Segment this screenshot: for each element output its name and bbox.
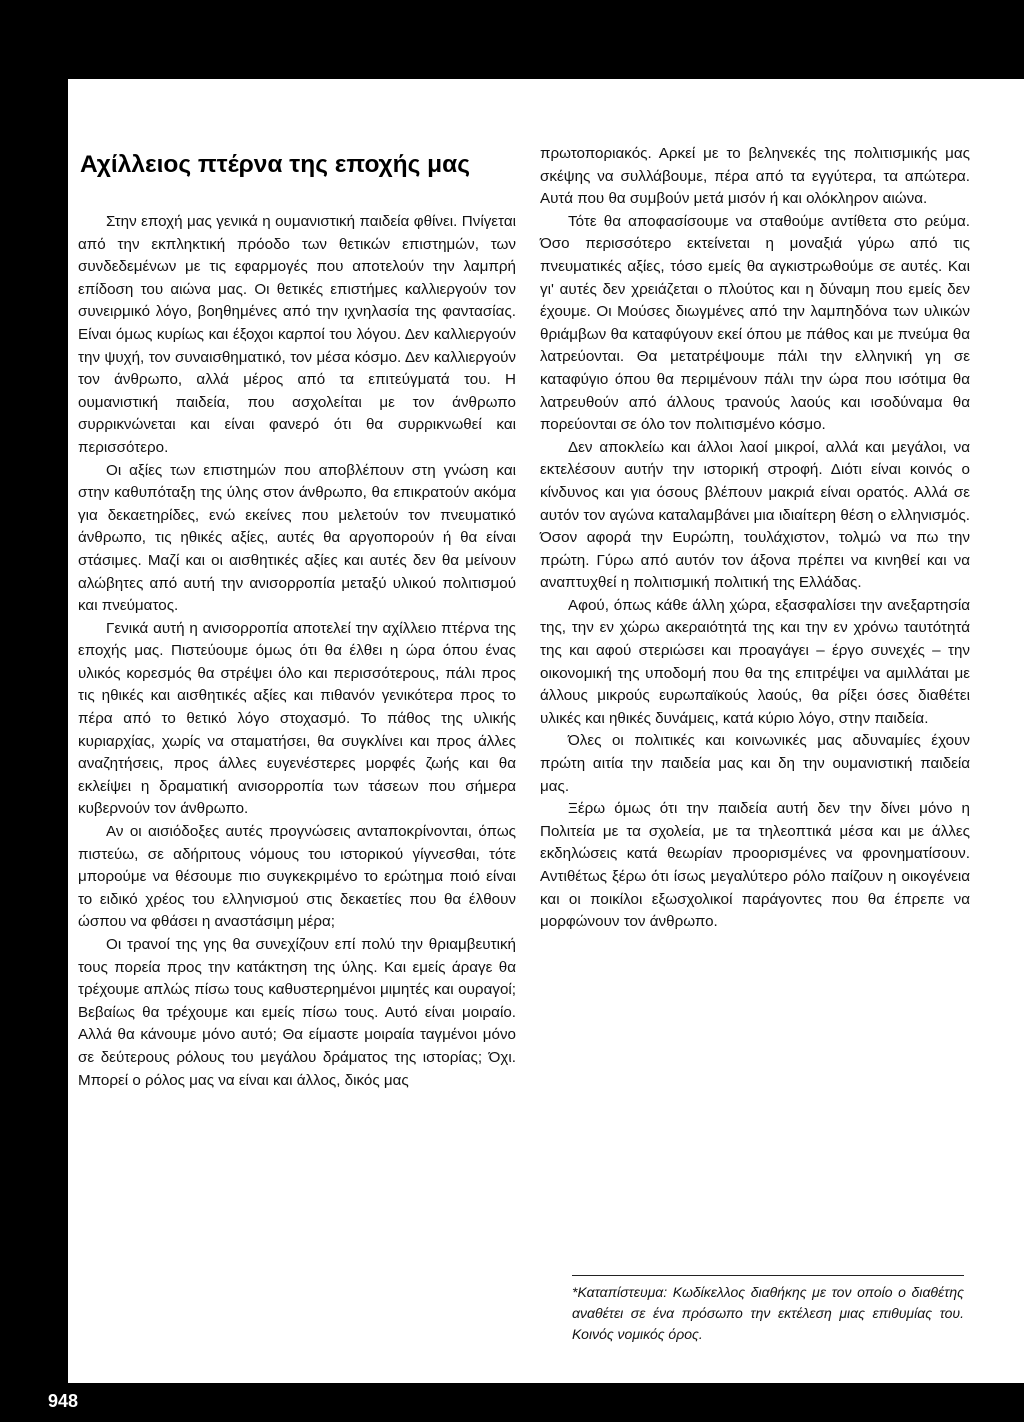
- paragraph: Αφού, όπως κάθε άλλη χώρα, εξασφαλίσει την ανεξαρτησία της, την εν χώρω ακεραιότητά της και την εν χρόνω ταυτότητά της και αφού στεριώσει και προαγάγει – έργο συνεχές – την οικονομική της υποδομή που θα της επιτρέψει να αμιλλάται με άλλους μικρούς ευρωπαϊκούς λαούς, θα ρίξει όσες διαθέτει υλικές και ηθικές δυνάμεις, κατά κύριο λόγο, στην παιδεία.: [540, 596, 970, 727]
- paragraph: Αν οι αισιόδοξες αυτές προγνώσεις ανταποκρίνονται, όπως πιστεύω, σε αδήριτους νόμους του ιστορικού γίγνεσθαι, τότε μπορούμε να θέσουμε πιο συγκεκριμένο το ερώτημα ποιό είναι το ειδικό χρέος του ελληνισμού στις δεκαετίες που θα έλθουν ώσπου να φθάσει η αναστάσιμη μέρα;: [78, 823, 516, 931]
- paragraph: Στην εποχή μας γενικά η ουμανιστική παιδεία φθίνει. Πνίγεται από την εκπληκτική πρόοδο των θετικών επιστημών, των συνδεδεμένων με τις εφαρμογές που αποτελούν την λαμπρή επίδοση του αιώνα μας. Οι θετικές επιστήμες καλλιεργούν τον συνειρμικό λόγο, βοηθημένες από την ιχνηλασία της φαντασίας. Είναι όμως κυρίως και έξοχοι καρποί του λόγου. Δεν καλλιεργούν την ψυχή, τον συναισθηματικό, τον μέσα κόσμο. Δεν καλλιεργούν τον άνθρωπο, αλλά μέρος από τα επιτεύγματά του. Η ουμανιστική παιδεία, που ασχολείται με τον άνθρωπο συρρικνώνεται και είναι φανερό ότι θα συρρικνωθεί και περισσότερο.: [78, 213, 516, 456]
- page-body: [68, 79, 1024, 1383]
- right-column: [528, 79, 970, 934]
- footnote: *Καταπίστευμα: Κωδίκελλος διαθήκης με τον οποίο ο διαθέτης αναθέτει σε ένα πρόσωπο την εκτέλεση μιας επιθυμίας του. Κοινός νομικός όρος.: [572, 1275, 964, 1345]
- right-column-text: [540, 143, 970, 934]
- page-number: 948: [48, 1391, 79, 1411]
- paragraph: Οι τρανοί της γης θα συνεχίζουν επί πολύ την θριαμβευτική τους πορεία προς την κατάκτηση της ύλης. Και εμείς άραγε θα τρέχουμε απλώς πίσω τους καθυστερημένοι μιμητές και ουραγοί; Βεβαίως θα τρέχουμε και εμείς πίσω τους. Αυτό είναι μοιραίο. Αλλά θα κάνουμε μόνο αυτό; Θα είμαστε μοιραία ταγμένοι μόνο σε δεύτερους ρόλους του μεγάλου δράματος της ιστορίας; Όχι. Μπορεί ο ρόλος μας να είναι και άλλος, δικός μας: [78, 936, 516, 1089]
- paragraph: Όλες οι πολιτικές και κοινωνικές μας αδυναμίες έχουν πρώτη αιτία την παιδεία μας και δη την ουμανιστική παιδεία μας.: [540, 732, 970, 795]
- paragraph: Ξέρω όμως ότι την παιδεία αυτή δεν την δίνει μόνο η Πολιτεία με τα σχολεία, με τα τηλεοπτικά μέσα και με άλλες εκδηλώσεις κατά θεωρίαν προορισμένες να φρονηματίσουν. Αντιθέτως ξέρω ότι ίσως μεγαλύτερο ρόλο παίζουν η οικογένεια και οι ποικίλοι εξωσχολικοί παράγοντες που θα έπρεπε να μορφώνουν τον άνθρωπο.: [540, 800, 970, 931]
- paragraph: πρωτοποριακός. Αρκεί με το βεληνεκές της πολιτισμικής μας σκέψης να συλλάβουμε, πέρα από τα εγγύτερα, τα απώτερα. Αυτά που θα συμβούν μετά μισόν ή και ολόκληρον αιώνα.: [540, 145, 970, 208]
- left-column-text: [78, 211, 516, 1092]
- paragraph: Δεν αποκλείω και άλλοι λαοί μικροί, αλλά και μεγάλοι, να εκτελέσουν αυτήν την ιστορική στροφή. Διότι είναι κοινός ο κίνδυνος και για όσους βλέπουν μακριά είναι ορατός. Αλλά σε αυτόν τον αγώνα καταλαμβάνει μια ιδιαίτερη θέση ο ελληνισμός. Όσον αφορά την Ευρώπη, τουλάχιστον, τολμώ να πω την πρώτη. Γύρω από αυτόν τον άξονα πρέπει να κινηθεί και να αναπτυχθεί η πολιτισμική πολιτική της Ελλάδας.: [540, 438, 970, 592]
- paragraph: Γενικά αυτή η ανισορροπία αποτελεί την αχίλλειο πτέρνα της εποχής μας. Πιστεύουμε όμως ότι θα έλθει η ώρα όπου ένας υλικός κορεσμός θα στρέψει όλο και περισσότερους, πάλι προς τις ηθικές και αισθητικές αξίες και πιθανόν γενικότερα προς το πέρα από το θετικό λόγο στοχασμό. Το πάθος της υλικής κυριαρχίας, χωρίς να σταματήσει, θα συγκλίνει και προς άλλες αναζητήσεις, προς άλλες ευγενέστερες μορφές ζωής και θα εκλείψει η δραματική ανισορροπία των τάσεων που σήμερα κυβερνούν τον άνθρωπο.: [78, 619, 516, 818]
- paragraph: Τότε θα αποφασίσουμε να σταθούμε αντίθετα στο ρεύμα. Όσο περισσότερο εκτείνεται η μοναξιά γύρω από τις πνευματικές αξίες, τόσο εμείς θα αγκιστρωθούμε σε αυτές. Και γι' αυτές δεν χρειάζεται ο πλούτος και η δύναμη που εμείς δεν έχουμε. Οι Μούσες διωγμένες από την λαμπηδόνα των υλικών θριάμβων θα καταφύγουν εκεί όπου με πάθος και με πνεύμα θα λατρεύονται. Θα μετατρέψουμε πάλι την ελληνική γη σε καταφύγιο όπου θα περιμένουν πάλι την ώρα που ισότιμα θα λατρευθούν από άλλους τρανούς λαούς και ισοδύναμα θα πορεύονται σε όλο τον πολιτισμένο κόσμο.: [540, 212, 970, 434]
- left-column: [68, 79, 516, 1092]
- paragraph: Οι αξίες των επιστημών που αποβλέπουν στη γνώση και στην καθυπόταξη της ύλης στον άνθρωπο, θα επικρατούν ακόμα για δεκαετηρίδες, ενώ εκείνες που μελετούν τον πνευματικό άνθρωπο, τις ηθικές αξίες, αυτές θα αργοπορούν ή θα είναι στάσιμες. Μαζί και οι αισθητικές αξίες και αυτές δεν θα μείνουν αλώβητες από αυτή την ανισορροπία μεταξύ υλικού πολιτισμού και πνεύματος.: [78, 461, 516, 615]
- article-title: Αχίλλειος πτέρνα της εποχής μας: [80, 151, 470, 178]
